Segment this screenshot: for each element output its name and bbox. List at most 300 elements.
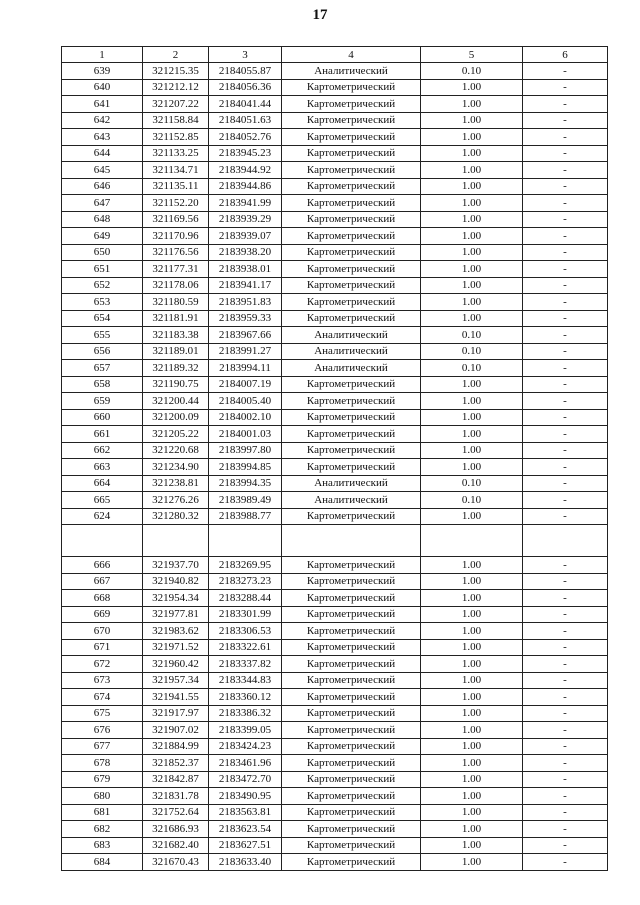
point-number-cell: 679 — [62, 771, 143, 788]
note-cell: - — [523, 409, 608, 426]
x-coordinate-cell: 321957.34 — [143, 672, 209, 689]
point-number-cell: 677 — [62, 738, 143, 755]
y-coordinate-cell: 2183623.54 — [209, 821, 282, 838]
x-coordinate-cell: 321158.84 — [143, 112, 209, 129]
point-number-cell: 649 — [62, 228, 143, 245]
y-coordinate-cell: 2183994.35 — [209, 475, 282, 492]
note-cell: - — [523, 277, 608, 294]
method-cell: Картометрический — [282, 854, 421, 871]
accuracy-cell: 0.10 — [421, 475, 523, 492]
note-cell: - — [523, 705, 608, 722]
y-coordinate-cell: 2183386.32 — [209, 705, 282, 722]
accuracy-cell: 1.00 — [421, 261, 523, 278]
table-row — [62, 277, 608, 294]
x-coordinate-cell: 321133.25 — [143, 145, 209, 162]
table-row — [62, 672, 608, 689]
table-row — [62, 689, 608, 706]
x-coordinate-cell: 321280.32 — [143, 508, 209, 525]
y-coordinate-cell: 2183490.95 — [209, 788, 282, 805]
table-row — [62, 393, 608, 410]
note-cell: - — [523, 755, 608, 772]
method-cell: Аналитический — [282, 63, 421, 80]
table-row — [62, 475, 608, 492]
note-cell: - — [523, 294, 608, 311]
method-cell: Картометрический — [282, 837, 421, 854]
x-coordinate-cell: 321170.96 — [143, 228, 209, 245]
y-coordinate-cell: 2183337.82 — [209, 656, 282, 673]
y-coordinate-cell: 2184007.19 — [209, 376, 282, 393]
y-coordinate-cell: 2183306.53 — [209, 623, 282, 640]
accuracy-cell: 1.00 — [421, 294, 523, 311]
x-coordinate-cell: 321134.71 — [143, 162, 209, 179]
method-cell: Картометрический — [282, 508, 421, 525]
note-cell: - — [523, 393, 608, 410]
y-coordinate-cell: 2183461.96 — [209, 755, 282, 772]
x-coordinate-cell: 321907.02 — [143, 722, 209, 739]
table-row — [62, 129, 608, 146]
note-cell: - — [523, 639, 608, 656]
point-number-cell: 667 — [62, 573, 143, 590]
accuracy-cell: 1.00 — [421, 590, 523, 607]
page-number: 17 — [312, 7, 328, 23]
x-coordinate-cell: 321215.35 — [143, 63, 209, 80]
column-header-4: 4 — [282, 47, 421, 63]
table-row — [62, 606, 608, 623]
method-cell: Картометрический — [282, 244, 421, 261]
note-cell: - — [523, 211, 608, 228]
table-row — [62, 376, 608, 393]
point-number-cell: 661 — [62, 426, 143, 443]
method-cell: Аналитический — [282, 492, 421, 509]
point-number-cell: 655 — [62, 327, 143, 344]
accuracy-cell: 1.00 — [421, 145, 523, 162]
table-row — [62, 360, 608, 377]
note-cell: - — [523, 738, 608, 755]
accuracy-cell: 0.10 — [421, 360, 523, 377]
point-number-cell: 669 — [62, 606, 143, 623]
accuracy-cell: 0.10 — [421, 492, 523, 509]
point-number-cell: 668 — [62, 590, 143, 607]
note-cell: - — [523, 606, 608, 623]
accuracy-cell: 1.00 — [421, 195, 523, 212]
point-number-cell: 641 — [62, 96, 143, 113]
table-row — [62, 409, 608, 426]
accuracy-cell: 1.00 — [421, 508, 523, 525]
empty-cell — [523, 525, 608, 557]
point-number-cell: 648 — [62, 211, 143, 228]
table-row — [62, 63, 608, 80]
note-cell: - — [523, 672, 608, 689]
note-cell: - — [523, 821, 608, 838]
x-coordinate-cell: 321212.12 — [143, 79, 209, 96]
table-row — [62, 771, 608, 788]
table-row — [62, 738, 608, 755]
note-cell: - — [523, 112, 608, 129]
x-coordinate-cell: 321752.64 — [143, 804, 209, 821]
accuracy-cell: 1.00 — [421, 639, 523, 656]
table-row — [62, 459, 608, 476]
point-number-cell: 666 — [62, 557, 143, 574]
x-coordinate-cell: 321686.93 — [143, 821, 209, 838]
accuracy-cell: 1.00 — [421, 755, 523, 772]
y-coordinate-cell: 2183399.05 — [209, 722, 282, 739]
point-number-cell: 683 — [62, 837, 143, 854]
table-row — [62, 705, 608, 722]
y-coordinate-cell: 2183273.23 — [209, 573, 282, 590]
y-coordinate-cell: 2183959.33 — [209, 310, 282, 327]
accuracy-cell: 1.00 — [421, 409, 523, 426]
method-cell: Картометрический — [282, 606, 421, 623]
x-coordinate-cell: 321183.38 — [143, 327, 209, 344]
method-cell: Картометрический — [282, 162, 421, 179]
method-cell: Картометрический — [282, 590, 421, 607]
y-coordinate-cell: 2184005.40 — [209, 393, 282, 410]
accuracy-cell: 1.00 — [421, 573, 523, 590]
x-coordinate-cell: 321200.44 — [143, 393, 209, 410]
accuracy-cell: 0.10 — [421, 343, 523, 360]
method-cell: Картометрический — [282, 656, 421, 673]
method-cell: Аналитический — [282, 343, 421, 360]
table-row — [62, 442, 608, 459]
table-row — [62, 573, 608, 590]
empty-cell — [282, 525, 421, 557]
accuracy-cell: 0.10 — [421, 63, 523, 80]
point-number-cell: 659 — [62, 393, 143, 410]
note-cell: - — [523, 63, 608, 80]
table-row — [62, 211, 608, 228]
point-number-cell: 662 — [62, 442, 143, 459]
method-cell: Картометрический — [282, 376, 421, 393]
y-coordinate-cell: 2183344.83 — [209, 672, 282, 689]
method-cell: Картометрический — [282, 178, 421, 195]
note-cell: - — [523, 327, 608, 344]
note-cell: - — [523, 492, 608, 509]
note-cell: - — [523, 771, 608, 788]
method-cell: Картометрический — [282, 557, 421, 574]
accuracy-cell: 1.00 — [421, 96, 523, 113]
note-cell: - — [523, 508, 608, 525]
x-coordinate-cell: 321884.99 — [143, 738, 209, 755]
y-coordinate-cell: 2183938.01 — [209, 261, 282, 278]
accuracy-cell: 1.00 — [421, 376, 523, 393]
table-row — [62, 854, 608, 871]
y-coordinate-cell: 2183994.85 — [209, 459, 282, 476]
note-cell: - — [523, 623, 608, 640]
method-cell: Картометрический — [282, 228, 421, 245]
method-cell: Картометрический — [282, 804, 421, 821]
method-cell: Картометрический — [282, 426, 421, 443]
y-coordinate-cell: 2183945.23 — [209, 145, 282, 162]
method-cell: Картометрический — [282, 277, 421, 294]
point-number-cell: 642 — [62, 112, 143, 129]
x-coordinate-cell: 321169.56 — [143, 211, 209, 228]
point-number-cell: 665 — [62, 492, 143, 509]
y-coordinate-cell: 2183941.99 — [209, 195, 282, 212]
method-cell: Картометрический — [282, 672, 421, 689]
accuracy-cell: 1.00 — [421, 722, 523, 739]
accuracy-cell: 1.00 — [421, 459, 523, 476]
accuracy-cell: 1.00 — [421, 804, 523, 821]
y-coordinate-cell: 2183563.81 — [209, 804, 282, 821]
note-cell: - — [523, 129, 608, 146]
empty-cell — [209, 525, 282, 557]
x-coordinate-cell: 321181.91 — [143, 310, 209, 327]
accuracy-cell: 1.00 — [421, 244, 523, 261]
column-header-5: 5 — [421, 47, 523, 63]
x-coordinate-cell: 321960.42 — [143, 656, 209, 673]
method-cell: Картометрический — [282, 211, 421, 228]
point-number-cell: 650 — [62, 244, 143, 261]
point-number-cell: 651 — [62, 261, 143, 278]
method-cell: Картометрический — [282, 79, 421, 96]
table-row — [62, 96, 608, 113]
y-coordinate-cell: 2183472.70 — [209, 771, 282, 788]
point-number-cell: 673 — [62, 672, 143, 689]
method-cell: Аналитический — [282, 360, 421, 377]
method-cell: Картометрический — [282, 755, 421, 772]
x-coordinate-cell: 321937.70 — [143, 557, 209, 574]
table-row — [62, 145, 608, 162]
note-cell: - — [523, 261, 608, 278]
y-coordinate-cell: 2184001.03 — [209, 426, 282, 443]
point-number-cell: 670 — [62, 623, 143, 640]
point-number-cell: 671 — [62, 639, 143, 656]
x-coordinate-cell: 321220.68 — [143, 442, 209, 459]
x-coordinate-cell: 321670.43 — [143, 854, 209, 871]
y-coordinate-cell: 2183938.20 — [209, 244, 282, 261]
y-coordinate-cell: 2184041.44 — [209, 96, 282, 113]
table-row — [62, 294, 608, 311]
table-header — [62, 47, 608, 63]
note-cell: - — [523, 656, 608, 673]
x-coordinate-cell: 321941.55 — [143, 689, 209, 706]
y-coordinate-cell: 2184056.36 — [209, 79, 282, 96]
y-coordinate-cell: 2183994.11 — [209, 360, 282, 377]
point-number-cell: 664 — [62, 475, 143, 492]
point-number-cell: 652 — [62, 277, 143, 294]
method-cell: Картометрический — [282, 459, 421, 476]
note-cell: - — [523, 343, 608, 360]
table-row — [62, 557, 608, 574]
y-coordinate-cell: 2183939.07 — [209, 228, 282, 245]
table-row — [62, 112, 608, 129]
accuracy-cell: 1.00 — [421, 426, 523, 443]
x-coordinate-cell: 321177.31 — [143, 261, 209, 278]
point-number-cell: 680 — [62, 788, 143, 805]
x-coordinate-cell: 321207.22 — [143, 96, 209, 113]
method-cell: Картометрический — [282, 705, 421, 722]
point-number-cell: 653 — [62, 294, 143, 311]
x-coordinate-cell: 321940.82 — [143, 573, 209, 590]
table-row — [62, 162, 608, 179]
table-row — [62, 804, 608, 821]
note-cell: - — [523, 79, 608, 96]
accuracy-cell: 1.00 — [421, 837, 523, 854]
note-cell: - — [523, 442, 608, 459]
point-number-cell: 643 — [62, 129, 143, 146]
method-cell: Картометрический — [282, 722, 421, 739]
y-coordinate-cell: 2184052.76 — [209, 129, 282, 146]
y-coordinate-cell: 2184051.63 — [209, 112, 282, 129]
accuracy-cell: 1.00 — [421, 310, 523, 327]
method-cell: Картометрический — [282, 689, 421, 706]
x-coordinate-cell: 321276.26 — [143, 492, 209, 509]
method-cell: Картометрический — [282, 409, 421, 426]
y-coordinate-cell: 2183941.17 — [209, 277, 282, 294]
method-cell: Картометрический — [282, 393, 421, 410]
accuracy-cell: 1.00 — [421, 162, 523, 179]
method-cell: Аналитический — [282, 475, 421, 492]
accuracy-cell: 1.00 — [421, 656, 523, 673]
y-coordinate-cell: 2183288.44 — [209, 590, 282, 607]
point-number-cell: 672 — [62, 656, 143, 673]
point-number-cell: 657 — [62, 360, 143, 377]
accuracy-cell: 1.00 — [421, 705, 523, 722]
note-cell: - — [523, 376, 608, 393]
empty-cell — [143, 525, 209, 557]
x-coordinate-cell: 321954.34 — [143, 590, 209, 607]
coordinates-table — [61, 46, 608, 871]
x-coordinate-cell: 321831.78 — [143, 788, 209, 805]
x-coordinate-cell: 321983.62 — [143, 623, 209, 640]
table-row — [62, 837, 608, 854]
x-coordinate-cell: 321977.81 — [143, 606, 209, 623]
method-cell: Картометрический — [282, 639, 421, 656]
table-row — [62, 821, 608, 838]
note-cell: - — [523, 854, 608, 871]
accuracy-cell: 1.00 — [421, 79, 523, 96]
empty-cell — [62, 525, 143, 557]
accuracy-cell: 1.00 — [421, 211, 523, 228]
point-number-cell: 645 — [62, 162, 143, 179]
method-cell: Картометрический — [282, 310, 421, 327]
point-number-cell: 639 — [62, 63, 143, 80]
accuracy-cell: 1.00 — [421, 606, 523, 623]
y-coordinate-cell: 2183424.23 — [209, 738, 282, 755]
point-number-cell: 658 — [62, 376, 143, 393]
method-cell: Картометрический — [282, 623, 421, 640]
note-cell: - — [523, 228, 608, 245]
accuracy-cell: 1.00 — [421, 854, 523, 871]
note-cell: - — [523, 244, 608, 261]
note-cell: - — [523, 573, 608, 590]
x-coordinate-cell: 321682.40 — [143, 837, 209, 854]
accuracy-cell: 1.00 — [421, 393, 523, 410]
accuracy-cell: 1.00 — [421, 821, 523, 838]
y-coordinate-cell: 2184002.10 — [209, 409, 282, 426]
column-header-1: 1 — [62, 47, 143, 63]
accuracy-cell: 1.00 — [421, 788, 523, 805]
method-cell: Картометрический — [282, 573, 421, 590]
method-cell: Картометрический — [282, 788, 421, 805]
accuracy-cell: 1.00 — [421, 178, 523, 195]
y-coordinate-cell: 2183301.99 — [209, 606, 282, 623]
x-coordinate-cell: 321205.22 — [143, 426, 209, 443]
table-row — [62, 426, 608, 443]
table-row — [62, 228, 608, 245]
accuracy-cell: 1.00 — [421, 623, 523, 640]
x-coordinate-cell: 321176.56 — [143, 244, 209, 261]
method-cell: Картометрический — [282, 294, 421, 311]
accuracy-cell: 1.00 — [421, 112, 523, 129]
point-number-cell: 646 — [62, 178, 143, 195]
table-row — [62, 755, 608, 772]
accuracy-cell: 1.00 — [421, 228, 523, 245]
y-coordinate-cell: 2184055.87 — [209, 63, 282, 80]
y-coordinate-cell: 2183322.61 — [209, 639, 282, 656]
note-cell: - — [523, 837, 608, 854]
x-coordinate-cell: 321200.09 — [143, 409, 209, 426]
note-cell: - — [523, 475, 608, 492]
method-cell: Картометрический — [282, 96, 421, 113]
y-coordinate-cell: 2183991.27 — [209, 343, 282, 360]
x-coordinate-cell: 321234.90 — [143, 459, 209, 476]
table-row — [62, 656, 608, 673]
point-number-cell: 654 — [62, 310, 143, 327]
point-number-cell: 660 — [62, 409, 143, 426]
x-coordinate-cell: 321852.37 — [143, 755, 209, 772]
y-coordinate-cell: 2183944.92 — [209, 162, 282, 179]
y-coordinate-cell: 2183627.51 — [209, 837, 282, 854]
note-cell: - — [523, 162, 608, 179]
point-number-cell: 640 — [62, 79, 143, 96]
x-coordinate-cell: 321135.11 — [143, 178, 209, 195]
note-cell: - — [523, 590, 608, 607]
accuracy-cell: 1.00 — [421, 672, 523, 689]
table-row — [62, 178, 608, 195]
x-coordinate-cell: 321189.32 — [143, 360, 209, 377]
table-row — [62, 327, 608, 344]
table-row — [62, 244, 608, 261]
method-cell: Картометрический — [282, 112, 421, 129]
accuracy-cell: 1.00 — [421, 738, 523, 755]
note-cell: - — [523, 360, 608, 377]
note-cell: - — [523, 195, 608, 212]
note-cell: - — [523, 557, 608, 574]
column-header-3: 3 — [209, 47, 282, 63]
table-row — [62, 722, 608, 739]
table-row — [62, 623, 608, 640]
point-number-cell: 682 — [62, 821, 143, 838]
y-coordinate-cell: 2183360.12 — [209, 689, 282, 706]
empty-cell — [421, 525, 523, 557]
note-cell: - — [523, 788, 608, 805]
accuracy-cell: 1.00 — [421, 689, 523, 706]
table-body — [62, 63, 608, 871]
y-coordinate-cell: 2183989.49 — [209, 492, 282, 509]
method-cell: Картометрический — [282, 129, 421, 146]
x-coordinate-cell: 321152.85 — [143, 129, 209, 146]
x-coordinate-cell: 321971.52 — [143, 639, 209, 656]
column-header-6: 6 — [523, 47, 608, 63]
table-row — [62, 343, 608, 360]
point-number-cell: 647 — [62, 195, 143, 212]
table-row — [62, 508, 608, 525]
method-cell: Картометрический — [282, 261, 421, 278]
table-row — [62, 492, 608, 509]
table-row — [62, 639, 608, 656]
y-coordinate-cell: 2183951.83 — [209, 294, 282, 311]
note-cell: - — [523, 722, 608, 739]
x-coordinate-cell: 321190.75 — [143, 376, 209, 393]
table-row — [62, 261, 608, 278]
table-row — [62, 310, 608, 327]
accuracy-cell: 1.00 — [421, 557, 523, 574]
point-number-cell: 656 — [62, 343, 143, 360]
point-number-cell: 644 — [62, 145, 143, 162]
x-coordinate-cell: 321842.87 — [143, 771, 209, 788]
note-cell: - — [523, 145, 608, 162]
